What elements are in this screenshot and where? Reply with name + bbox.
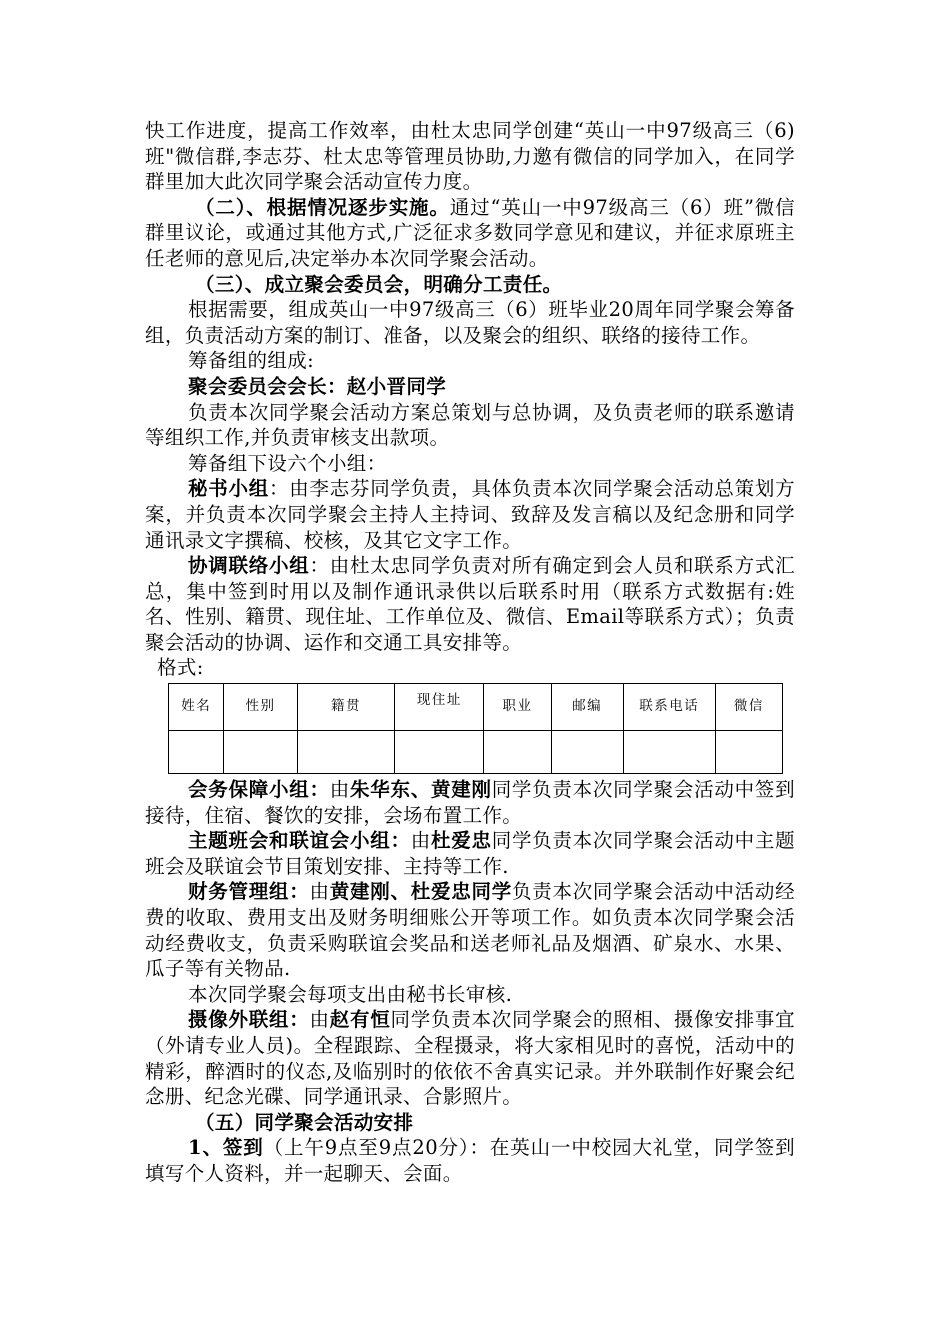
bold-text: 1、签到 xyxy=(188,1136,264,1160)
bold-text: 财务管理组： xyxy=(188,880,310,904)
text-run: 负责本次同学聚会活动方案总策划与总协调，及负责老师的联系邀请等组织工作,并负责审核支出款项。 xyxy=(145,400,795,450)
paragraph xyxy=(145,1110,795,1136)
table-header-cell: 性别 xyxy=(224,684,297,731)
text-run: 筹备组下设六个小组： xyxy=(188,451,387,475)
text-run: 同学负责本次同学聚会活动中签到接待，住宿、餐饮的安排，会场布置工作。 xyxy=(145,778,795,827)
table-header-cell: 联系电话 xyxy=(623,684,715,731)
paragraph xyxy=(145,118,795,195)
document-page xyxy=(145,118,795,1187)
text-run: 同学负责本次同学聚会的照相、摄像安排事宜（外请专业人员)。全程跟踪、全程摄录，将大家相见时的喜悦，活动中的精彩，醉酒时的仪态,及临别时的依依不舍真实记录。并外联制作好聚会纪念册、纪念光碟、同学通讯录、合影照片。 xyxy=(145,1008,795,1109)
table-cell xyxy=(484,731,551,774)
text-run: 通过“英山一中97级高三（6）班”微信群里议论，或通过其他方式,广泛征求多数同学意见和建议，并征求原班主任老师的意见后,决定举办本次同学聚会活动。 xyxy=(145,195,795,270)
text-run: ：由杜太忠同学负责对所有确定到会人员和联系方式汇总，集中签到时用以及制作通讯录供以后联系时用（联系方式数据有:姓名、性别、籍贯、现住址、工作单位及、微信、Email等联系方式）；负责聚会活动的协调、运作和交通工具安排等。 xyxy=(145,554,795,654)
paragraph xyxy=(145,777,795,828)
bold-text: 摄像外联组： xyxy=(188,1008,310,1032)
text-run: 由 xyxy=(329,778,350,802)
bold-text: 赵有恒 xyxy=(329,1008,391,1032)
registration-table xyxy=(168,683,783,774)
table-header-cell: 邮编 xyxy=(551,684,623,731)
text-run: 筹备组的组成: xyxy=(188,349,315,373)
text-run: 同学负责本次同学聚会活动中主题班会及联谊会节目策划安排、主持等工作. xyxy=(145,829,795,878)
bold-text: 主题班会和联谊会小组： xyxy=(188,829,411,853)
table-cell xyxy=(297,731,395,774)
text-run: 本次同学聚会每项支出由秘书长审核. xyxy=(188,982,513,1006)
bold-text: 秘书小组 xyxy=(188,477,269,501)
table-header-cell: 职业 xyxy=(484,684,551,731)
paragraph xyxy=(145,451,795,477)
paragraph-block-1 xyxy=(145,118,795,655)
bold-text: 协调联络小组 xyxy=(188,554,310,578)
paragraph xyxy=(145,476,795,553)
table-row xyxy=(169,731,783,774)
table-cell xyxy=(623,731,715,774)
paragraph xyxy=(145,272,795,298)
bold-text: （五）同学聚会活动安排 xyxy=(195,1110,414,1134)
table-header-cell: 姓名 xyxy=(169,684,224,731)
paragraph xyxy=(145,553,795,655)
table-cell xyxy=(551,731,623,774)
paragraph xyxy=(145,195,795,272)
text-run: 由 xyxy=(410,829,431,853)
paragraph xyxy=(145,879,795,981)
format-label: 格式: xyxy=(157,656,204,680)
paragraph xyxy=(145,1135,795,1186)
paragraph xyxy=(145,348,795,374)
table-cell xyxy=(395,731,484,774)
text-run: ：由李志芬同学负责，具体负责本次同学聚会活动总策划方案，并负责本次同学聚会主持人主持词、致辞及发言稿以及纪念册和同学通讯录文字撰稿、校核，及其它文字工作。 xyxy=(145,477,795,552)
text-run: 由 xyxy=(309,1008,330,1032)
bold-text: 会务保障小组： xyxy=(188,778,330,802)
text-run: 快工作进度，提高工作效率，由杜太忠同学创建“英山一中97级高三（6)班"微信群,李志芬、杜太忠等管理员协助,力邀有微信的同学加入，在同学群里加大此次同学聚会活动宣传力度。 xyxy=(145,119,795,194)
bold-text: 杜爱忠 xyxy=(430,829,492,853)
text-run: 根据需要，组成英山一中97级高三（6）班毕业20周年同学聚会筹备组，负责活动方案的制订、准备，以及聚会的组织、联络的接待工作。 xyxy=(145,298,795,347)
text-run: 由 xyxy=(309,880,330,904)
bold-text: 黄建刚、杜爱忠同学 xyxy=(329,880,512,904)
paragraph xyxy=(145,400,795,451)
table-header-cell: 籍贯 xyxy=(297,684,395,731)
table-cell xyxy=(715,731,782,774)
table-header-row xyxy=(169,684,783,731)
paragraph xyxy=(145,297,795,348)
table-header-cell: 现住址 xyxy=(395,684,484,731)
bold-text: 聚会委员会会长：赵小晋同学 xyxy=(188,374,447,398)
table-header-cell: 微信 xyxy=(715,684,782,731)
paragraph xyxy=(145,828,795,879)
paragraph-block-2 xyxy=(145,777,795,1187)
table-cell xyxy=(169,731,224,774)
bold-text: 朱华东、黄建刚 xyxy=(349,778,492,802)
text-run: （上午9点至9点20分）：在英山一中校园大礼堂，同学签到填写个人资料，并一起聊天、会面。 xyxy=(145,1136,796,1185)
bold-text: （三）、成立聚会委员会，明确分工责任。 xyxy=(195,272,563,296)
text-run: 负责本次同学聚会活动中活动经费的收取、费用支出及财务明细账公开等项工作。如负责本次同学聚会活动经费收支，负责采购联谊会奖品和送老师礼品及烟酒、矿泉水、水果、瓜子等有关物品. xyxy=(145,880,795,981)
table-cell xyxy=(224,731,297,774)
bold-text: （二）、根据情况逐步实施。 xyxy=(195,195,450,219)
paragraph xyxy=(145,1007,795,1109)
paragraph xyxy=(145,374,795,400)
paragraph xyxy=(145,982,795,1008)
